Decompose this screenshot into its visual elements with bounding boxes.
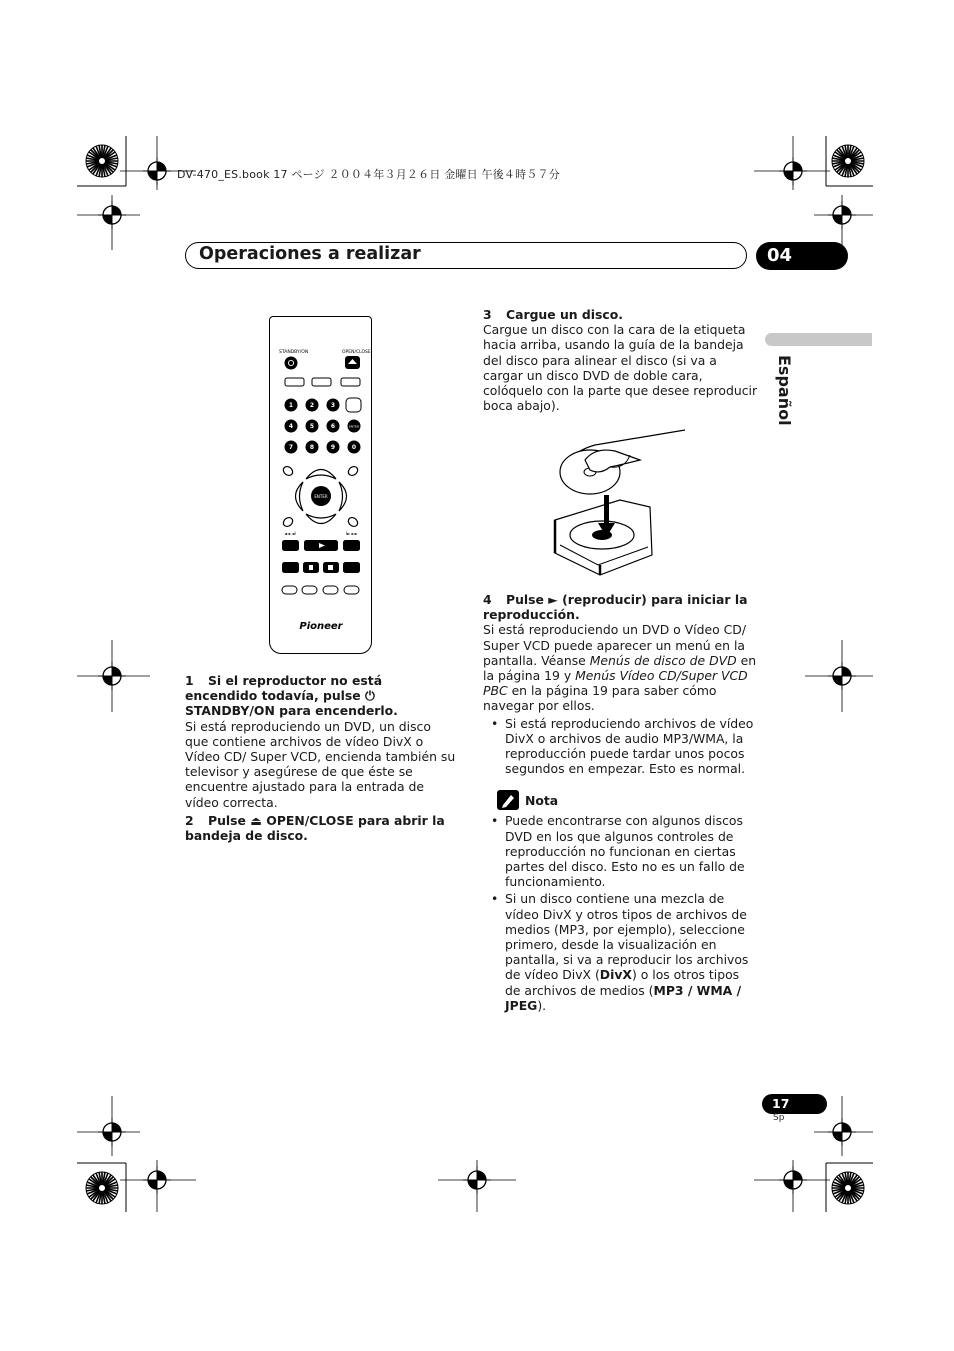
chapter-badge: 04: [756, 242, 848, 270]
note-bullet-2: • Si un disco contiene una mezcla de vídeo DivX y otros tipos de archivos de medios (MP3, por ejemplo), seleccione primero, desde la visualización en pantalla, si va a reproducir los archivos de vídeo DivX (DivX) o los otros tipos de archivos de medios (MP3 / WMA / JPEG).: [483, 891, 758, 1013]
language-tab-label: Español: [775, 355, 794, 426]
note-bullet-1: • Puede encontrarse con algunos discos DVD en los que algunos controles de reproducción no funcionan en ciertas partes del disco. Esto no es un fallo de funcionamiento.: [483, 813, 758, 889]
svg-text:8: 8: [309, 444, 315, 451]
step4-heading: 4 Pulse ► (reproducir) para iniciar la reproducción.: [483, 592, 748, 623]
svg-text:ENTER: ENTER: [314, 494, 328, 499]
svg-text:1: 1: [288, 402, 294, 409]
disc-loading-illustration: [540, 425, 690, 580]
step3-block: [483, 307, 758, 413]
left-column: [185, 673, 457, 843]
pencil-icon: [497, 790, 519, 810]
svg-text:I► ►►: I► ►►: [346, 531, 358, 536]
step3-heading: 3 Cargue un disco.: [483, 307, 623, 322]
language-tab: [765, 333, 872, 346]
svg-text:5: 5: [309, 423, 315, 430]
svg-text:9: 9: [330, 444, 336, 451]
eject-icon: ⏏: [250, 812, 262, 828]
note-title: Nota: [525, 792, 559, 808]
svg-text:7: 7: [288, 444, 294, 451]
svg-text:0: 0: [351, 444, 357, 451]
remote-control-illustration: [269, 316, 372, 654]
remote-openclose-label: OPEN/CLOSE: [342, 350, 371, 355]
page-language: Sp: [773, 1113, 785, 1123]
step4-body: Si está reproduciendo un DVD o Vídeo CD/ Super VCD puede aparecer un menú en la pantalla. Véanse Menús de disco de DVD en la página 19 y Menús Vídeo CD/Super VCD PBC en la página 19 para saber cómo navegar por ellos.: [483, 622, 757, 714]
svg-text:3: 3: [330, 402, 336, 409]
svg-text:◄◄ ◄I: ◄◄ ◄I: [284, 531, 296, 536]
section-title-bar: [185, 242, 747, 269]
remote-buttons: [270, 317, 371, 653]
svg-text:4: 4: [288, 423, 294, 430]
step1-body: Si está reproduciendo un DVD, un disco que contiene archivos de vídeo DivX o Vídeo CD/ Super VCD, encienda también su televisor y asegúrese de que éste se encuentre ajustado para la entrada de vídeo correcta.: [185, 718, 456, 810]
print-header: DV-470_ES.book 17 ページ ２００４年３月２６日 金曜日 午後４時５７分: [177, 168, 560, 181]
language-tab-label-wrap: [766, 355, 802, 435]
svg-text:6: 6: [330, 423, 336, 430]
note-header: [497, 790, 758, 810]
step4-bullet: • Si está reproduciendo archivos de vídeo DivX o archivos de audio MP3/WMA, la reproducción puede tardar unos pocos segundos en empezar. Esto es normal.: [483, 716, 758, 777]
step3-body: Cargue un disco con la cara de la etiqueta hacia arriba, usando la guía de la bandeja del disco para alinear el disco (si va a cargar un disco DVD de doble cara, colóquelo con la parte que desee reproducir boca abajo).: [483, 322, 758, 414]
remote-standby-button: [285, 357, 298, 370]
power-icon: ⏻: [365, 688, 375, 704]
svg-text:2: 2: [309, 402, 315, 409]
remote-standby-label: STANDBY/ON: [279, 350, 309, 355]
section-title: Operaciones a realizar: [199, 244, 421, 264]
step4-block: [483, 592, 758, 1013]
play-icon: ►: [548, 592, 558, 607]
step2-heading: 2 Pulse ⏏ OPEN/CLOSE para abrir la bandeja de disco.: [185, 812, 445, 844]
remote-brand-logo: Pioneer: [299, 621, 343, 632]
svg-text:ENTER: ENTER: [349, 424, 359, 429]
page-number: 17: [762, 1094, 827, 1114]
step1-heading: 1 Si el reproductor no está encendido todavía, pulse ⏻ STANDBY/ON para encenderlo.: [185, 673, 398, 719]
